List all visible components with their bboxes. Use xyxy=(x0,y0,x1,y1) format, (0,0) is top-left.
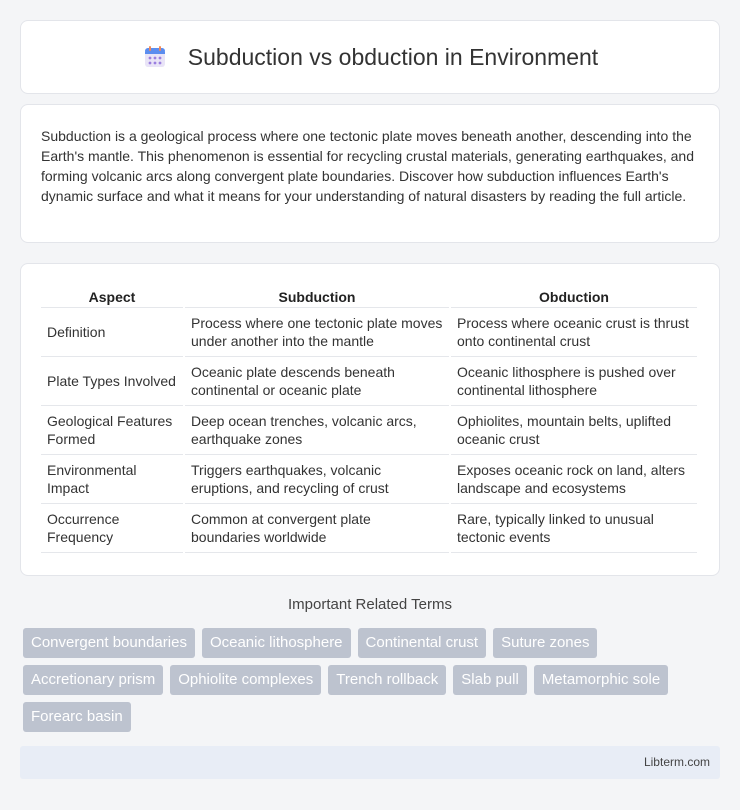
term-tag[interactable]: Ophiolite complexes xyxy=(170,665,321,695)
term-tag[interactable]: Oceanic lithosphere xyxy=(202,628,351,658)
table-cell-aspect: Geological Features Formed xyxy=(41,406,183,455)
related-terms-heading: Important Related Terms xyxy=(288,596,452,613)
header-subduction: Subduction xyxy=(185,286,449,308)
table-cell-subduction: Deep ocean trenches, volcanic arcs, earthquake zones xyxy=(185,406,449,455)
table-cell-subduction: Process where one tectonic plate moves under another into the mantle xyxy=(185,308,449,357)
header-aspect: Aspect xyxy=(41,286,183,308)
calendar-icon xyxy=(142,44,168,70)
table-cell-obduction: Ophiolites, mountain belts, uplifted oceanic crust xyxy=(451,406,697,455)
term-tag[interactable]: Metamorphic sole xyxy=(534,665,668,695)
table-row xyxy=(41,308,697,357)
intro-paragraph: Subduction is a geological process where one tectonic plate moves beneath another, descending into the Earth's mantle. This phenomenon is essential for recycling crustal materials, generating earthquakes, and forming volcanic arcs along convergent plate boundaries. Discover how subduction influences Earth's dynamic surface and what it means for your understanding of natural disasters by reading the full article. xyxy=(41,128,694,204)
term-tag[interactable]: Trench rollback xyxy=(328,665,446,695)
table-cell-aspect: Definition xyxy=(41,308,183,357)
table-cell-subduction: Oceanic plate descends beneath continental or oceanic plate xyxy=(185,357,449,406)
table-cell-aspect: Plate Types Involved xyxy=(41,357,183,406)
table-row xyxy=(41,504,697,553)
table-cell-obduction: Process where oceanic crust is thrust onto continental crust xyxy=(451,308,697,357)
table-cell-aspect: Occurrence Frequency xyxy=(41,504,183,553)
table-cell-obduction: Oceanic lithosphere is pushed over continental lithosphere xyxy=(451,357,697,406)
term-tag[interactable]: Convergent boundaries xyxy=(23,628,195,658)
page-title: Subduction vs obduction in Environment xyxy=(187,43,599,70)
footer-site-link[interactable]: Libterm.com xyxy=(643,755,710,769)
table-row xyxy=(41,357,697,406)
table-row xyxy=(41,406,697,455)
term-tag[interactable]: Forearc basin xyxy=(23,702,131,732)
footer xyxy=(20,746,720,779)
table-row xyxy=(41,455,697,504)
term-tag[interactable]: Suture zones xyxy=(493,628,597,658)
term-tag[interactable]: Continental crust xyxy=(358,628,487,658)
intro-card xyxy=(20,104,720,243)
term-tag[interactable]: Slab pull xyxy=(453,665,527,695)
header-obduction: Obduction xyxy=(451,286,697,308)
table-header-row xyxy=(41,286,697,308)
table-cell-subduction: Common at convergent plate boundaries worldwide xyxy=(185,504,449,553)
related-terms-list xyxy=(23,628,723,732)
table-cell-obduction: Exposes oceanic rock on land, alters landscape and ecosystems xyxy=(451,455,697,504)
table-cell-obduction: Rare, typically linked to unusual tectonic events xyxy=(451,504,697,553)
header-card xyxy=(20,20,720,94)
table-cell-subduction: Triggers earthquakes, volcanic eruptions, and recycling of crust xyxy=(185,455,449,504)
comparison-card xyxy=(20,263,720,576)
table-cell-aspect: Environmental Impact xyxy=(41,455,183,504)
term-tag[interactable]: Accretionary prism xyxy=(23,665,163,695)
comparison-table xyxy=(39,286,699,553)
